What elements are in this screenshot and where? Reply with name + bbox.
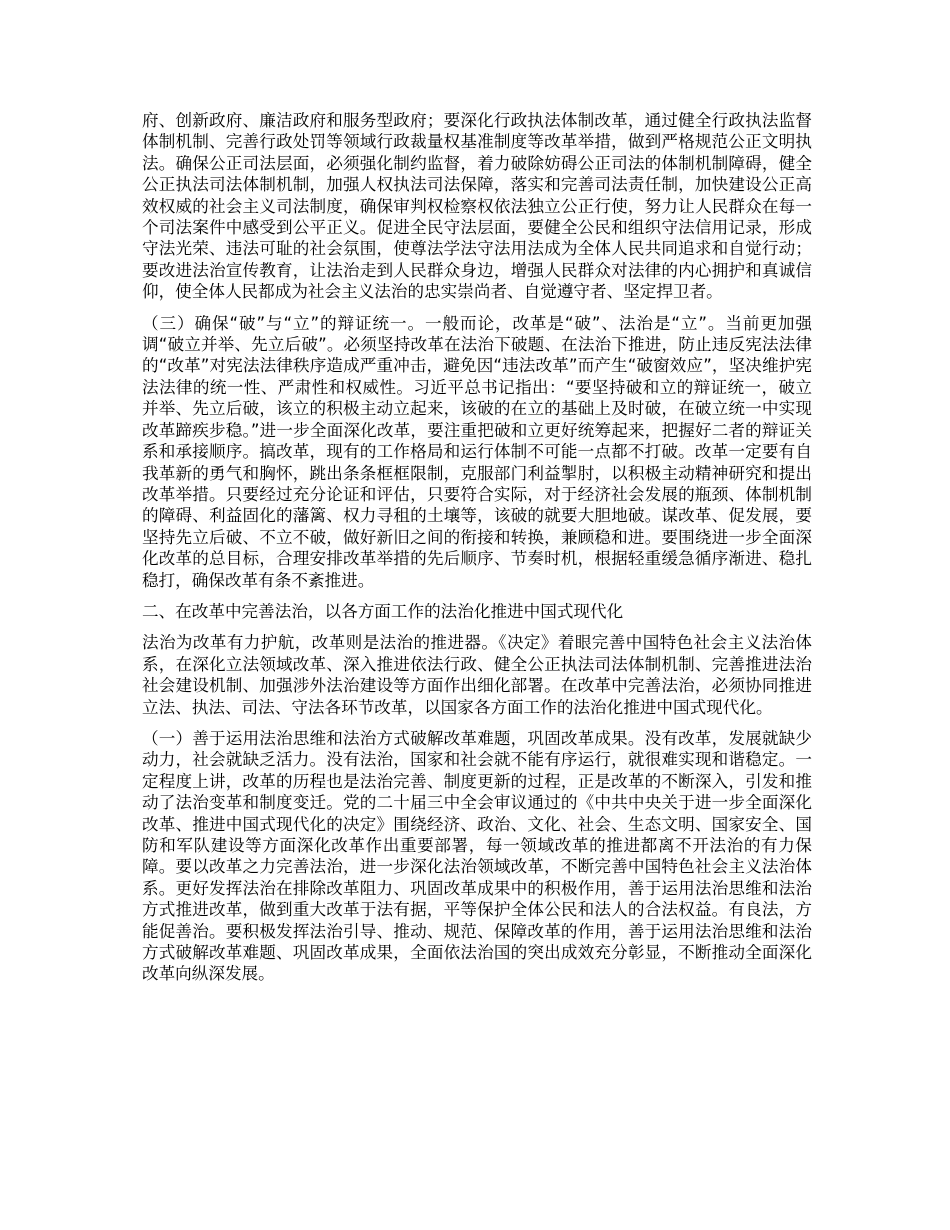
paragraph-subsection-1: （一）善于运用法治思维和法治方式破解改革难题，巩固改革成果。没有改革，发展就缺少动力，社会就缺乏活力。没有法治，国家和社会就不能有序运行，就很难实现和谐稳定。一定程度上讲，改革的历程也是法治完善、制度更新的过程，正是改革的不断深入，引发和推动了法治变革和制度变迁。党的二十届三中全会审议通过的《中共中央关于进一步全面深化改革、推进中国式现代化的决定》围绕经济、政治、文化、社会、生态文明、国家安全、国防和军队建设等方面深化改革作出重要部署，每一领域改革的推进都离不开法治的有力保障。要以改革之力完善法治，进一步深化法治领域改革，不断完善中国特色社会主义法治体系。更好发挥法治在排除改革阻力、巩固改革成果中的积极作用，善于运用法治思维和法治方式推进改革，做到重大改革于法有据，平等保护全体公民和法人的合法权益。有良法，方能促善治。要积极发挥法治引导、推动、规范、保障改革的作用，善于运用法治思维和法治方式破解改革难题、巩固改革成果，全面依法治国的突出成效充分彰显，不断推动全面深化改革向纵深发展。 — [142, 728, 812, 984]
document-body — [142, 110, 812, 995]
section-heading-2: 二、在改革中完善法治，以各方面工作的法治化推进中国式现代化 — [142, 601, 624, 621]
paragraph-intro: 法治为改革有力护航，改革则是法治的推进器。《决定》着眼完善中国特色社会主义法治体系，在深化立法领域改革、深入推进依法行政、健全公正执法司法体制机制、完善推进法治社会建设机制、加强涉外法治建设等方面作出细化部署。在改革中完善法治，必须协同推进立法、执法、司法、守法各环节改革，以国家各方面工作的法治化推进中国式现代化。 — [142, 633, 812, 717]
paragraph-continuation: 府、创新政府、廉洁政府和服务型政府；要深化行政执法体制改革，通过健全行政执法监督体制机制、完善行政处罚等领域行政裁量权基准制度等改革举措，做到严格规范公正文明执法。确保公正司法层面，必须强化制约监督，着力破除妨碍公正司法的体制机制障碍，健全公正执法司法体制机制，加强人权执法司法保障，落实和完善司法责任制，加快建设公正高效权威的社会主义司法制度，确保审判权检察权依法独立公正行使，努力让人民群众在每一个司法案件中感受到公平正义。促进全民守法层面，要健全公民和组织守法信用记录，形成守法光荣、违法可耻的社会氛围，使尊法学法守法用法成为全体人民共同追求和自觉行动；要改进法治宣传教育，让法治走到人民群众身边，增强人民群众对法律的内心拥护和真诚信仰，使全体人民都成为社会主义法治的忠实崇尚者、自觉遵守者、坚定捍卫者。 — [142, 111, 812, 302]
paragraph-section-3: （三）确保“破”与“立”的辩证统一。一般而论，改革是“破”、法治是“立”。当前更加强调“破立并举、先立后破”。必须坚持改革在法治下破题、在法治下推进，防止违反宪法法律的“改革”对宪法法律秩序造成严重冲击，避免因“违法改革”而产生“破窗效应”，坚决维护宪法法律的统一性、严肃性和权威性。习近平总书记指出：“要坚持破和立的辩证统一，破立并举、先立后破，该立的积极主动立起来，该破的在立的基础上及时破，在破立统一中实现改革蹄疾步稳。”进一步全面深化改革，要注重把破和立更好统筹起来，把握好二者的辩证关系和承接顺序。搞改革，现有的工作格局和运行体制不可能一点都不打破。改革一定要有自我革新的勇气和胸怀，跳出条条框框限制，克服部门利益掣肘，以积极主动精神研究和提出改革举措。只要经过充分论证和评估，只要符合实际，对于经济社会发展的瓶颈、体制机制的障碍、利益固化的藩篱、权力寻租的土壤等，该破的就要大胆地破。谋改革、促发展，要坚持先立后破、不立不破，做好新旧之间的衔接和转换，兼顾稳和进。要围绕进一步全面深化改革的总目标，合理安排改革举措的先后顺序、节奏时机，根据轻重缓急循序渐进、稳扎稳打，确保改革有条不紊推进。 — [142, 313, 812, 590]
